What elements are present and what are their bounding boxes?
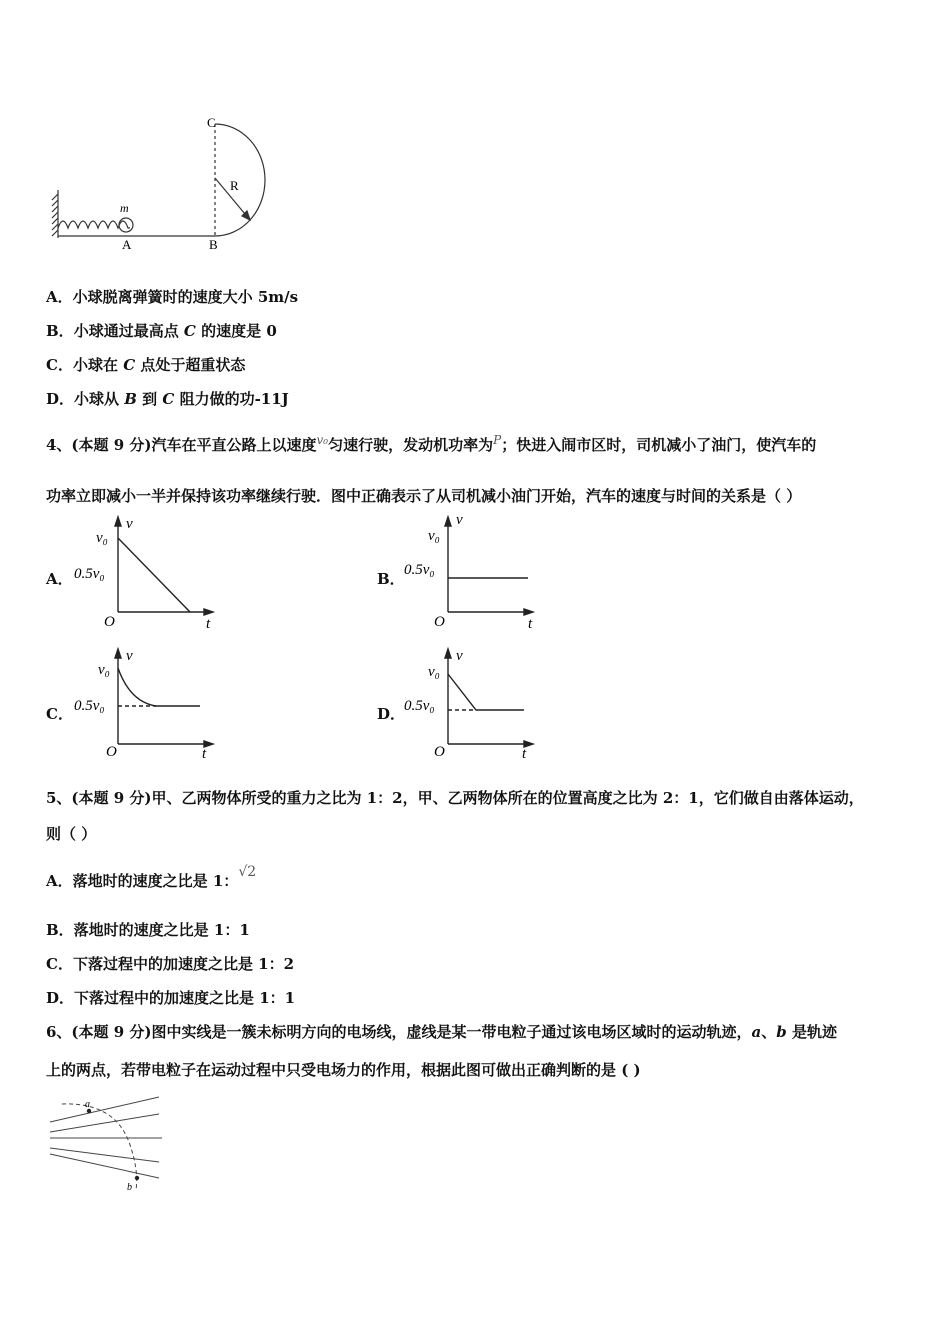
q4-option-a-label: A． xyxy=(46,570,73,588)
svg-text:O: O xyxy=(434,744,445,760)
svg-text:O: O xyxy=(106,744,117,760)
ball xyxy=(119,218,133,232)
graph-b xyxy=(400,512,550,632)
q4-stem-line1: 4、(本题 9 分)汽车在平直公路上以速度$^{v_0}$匀速行驶，发动机功率为$^P$；快进入闹市区时，司机减小了油门，使汽车的 xyxy=(46,433,817,454)
q5-option-c: C．下落过程中的加速度之比是 1：2 xyxy=(46,955,295,973)
semicircle-track xyxy=(215,124,265,236)
graph-a xyxy=(70,512,220,632)
graph-d xyxy=(400,644,550,764)
svg-text:t: t xyxy=(202,746,207,762)
label-C: C xyxy=(207,115,216,130)
field-line xyxy=(50,1097,159,1122)
q4-option-d-label: D． xyxy=(377,705,406,723)
svg-text:v₀: v₀ xyxy=(428,528,440,544)
q3-option-b: B．小球通过最高点 C 的速度是 0 xyxy=(46,322,277,340)
electric-field-figure xyxy=(44,1092,169,1197)
svg-text:a: a xyxy=(85,1099,90,1110)
field-line xyxy=(50,1154,159,1178)
label-B: B xyxy=(209,237,218,252)
q4-stem-line2: 功率立即减小一半并保持该功率继续行驶．图中正确表示了从司机减小油门开始，汽车的速度与时间的关系是（ ） xyxy=(46,487,802,505)
field-line xyxy=(50,1114,159,1132)
svg-text:O: O xyxy=(434,614,445,630)
q5-option-a: A．落地时的速度之比是 1：√2 xyxy=(46,864,257,890)
graph-c-curve xyxy=(118,668,200,706)
svg-text:t: t xyxy=(528,616,533,632)
svg-text:b: b xyxy=(127,1182,132,1193)
svg-text:0.5v₀: 0.5v₀ xyxy=(74,698,105,714)
q3-option-c: C．小球在 C 点处于超重状态 xyxy=(46,356,246,374)
svg-text:v: v xyxy=(126,516,133,532)
svg-text:v₀: v₀ xyxy=(98,662,110,678)
q4-option-c-label: C． xyxy=(46,705,73,723)
svg-text:v: v xyxy=(456,512,463,528)
label-m: m xyxy=(120,201,129,215)
q5-option-b: B．落地时的速度之比是 1：1 xyxy=(46,921,250,939)
wall-hatch xyxy=(52,194,58,236)
q6-stem-line1: 6、(本题 9 分)图中实线是一簇未标明方向的电场线，虚线是某一带电粒子通过该电场区域时的运动轨迹，a、b 是轨迹 xyxy=(46,1023,838,1041)
svg-text:v: v xyxy=(456,648,463,664)
q4-option-b-label: B． xyxy=(377,570,405,588)
svg-text:v₀: v₀ xyxy=(428,664,440,680)
q6-stem-line2: 上的两点，若带电粒子在运动过程中只受电场力的作用，根据此图可做出正确判断的是 ( ) xyxy=(46,1061,641,1079)
q5-stem-line2: 则（ ） xyxy=(46,825,97,843)
q5-option-d: D．下落过程中的加速度之比是 1：1 xyxy=(46,989,296,1007)
svg-text:0.5v₀: 0.5v₀ xyxy=(404,698,435,714)
svg-text:0.5v₀: 0.5v₀ xyxy=(404,562,435,578)
svg-text:t: t xyxy=(206,616,211,632)
label-A: A xyxy=(122,237,132,252)
q3-option-a: A．小球脱离弹簧时的速度大小 5m/s xyxy=(46,288,299,306)
graph-c xyxy=(70,644,220,764)
svg-text:0.5v₀: 0.5v₀ xyxy=(74,566,105,582)
svg-text:O: O xyxy=(104,614,115,630)
field-line xyxy=(50,1148,159,1162)
svg-text:t: t xyxy=(522,746,527,762)
graph-a-line xyxy=(118,538,190,612)
label-R: R xyxy=(230,178,239,193)
point-b xyxy=(135,1176,139,1180)
svg-text:v: v xyxy=(126,648,133,664)
graph-d-line xyxy=(448,674,524,710)
spring-track-figure xyxy=(40,112,280,257)
svg-text:v₀: v₀ xyxy=(96,530,108,546)
q3-option-d: D．小球从 B 到 C 阻力做的功-11J xyxy=(46,390,289,408)
q5-stem-line1: 5、(本题 9 分)甲、乙两物体所受的重力之比为 1：2，甲、乙两物体所在的位置高度之比为 2：1，它们做自由落体运动， xyxy=(46,789,864,807)
